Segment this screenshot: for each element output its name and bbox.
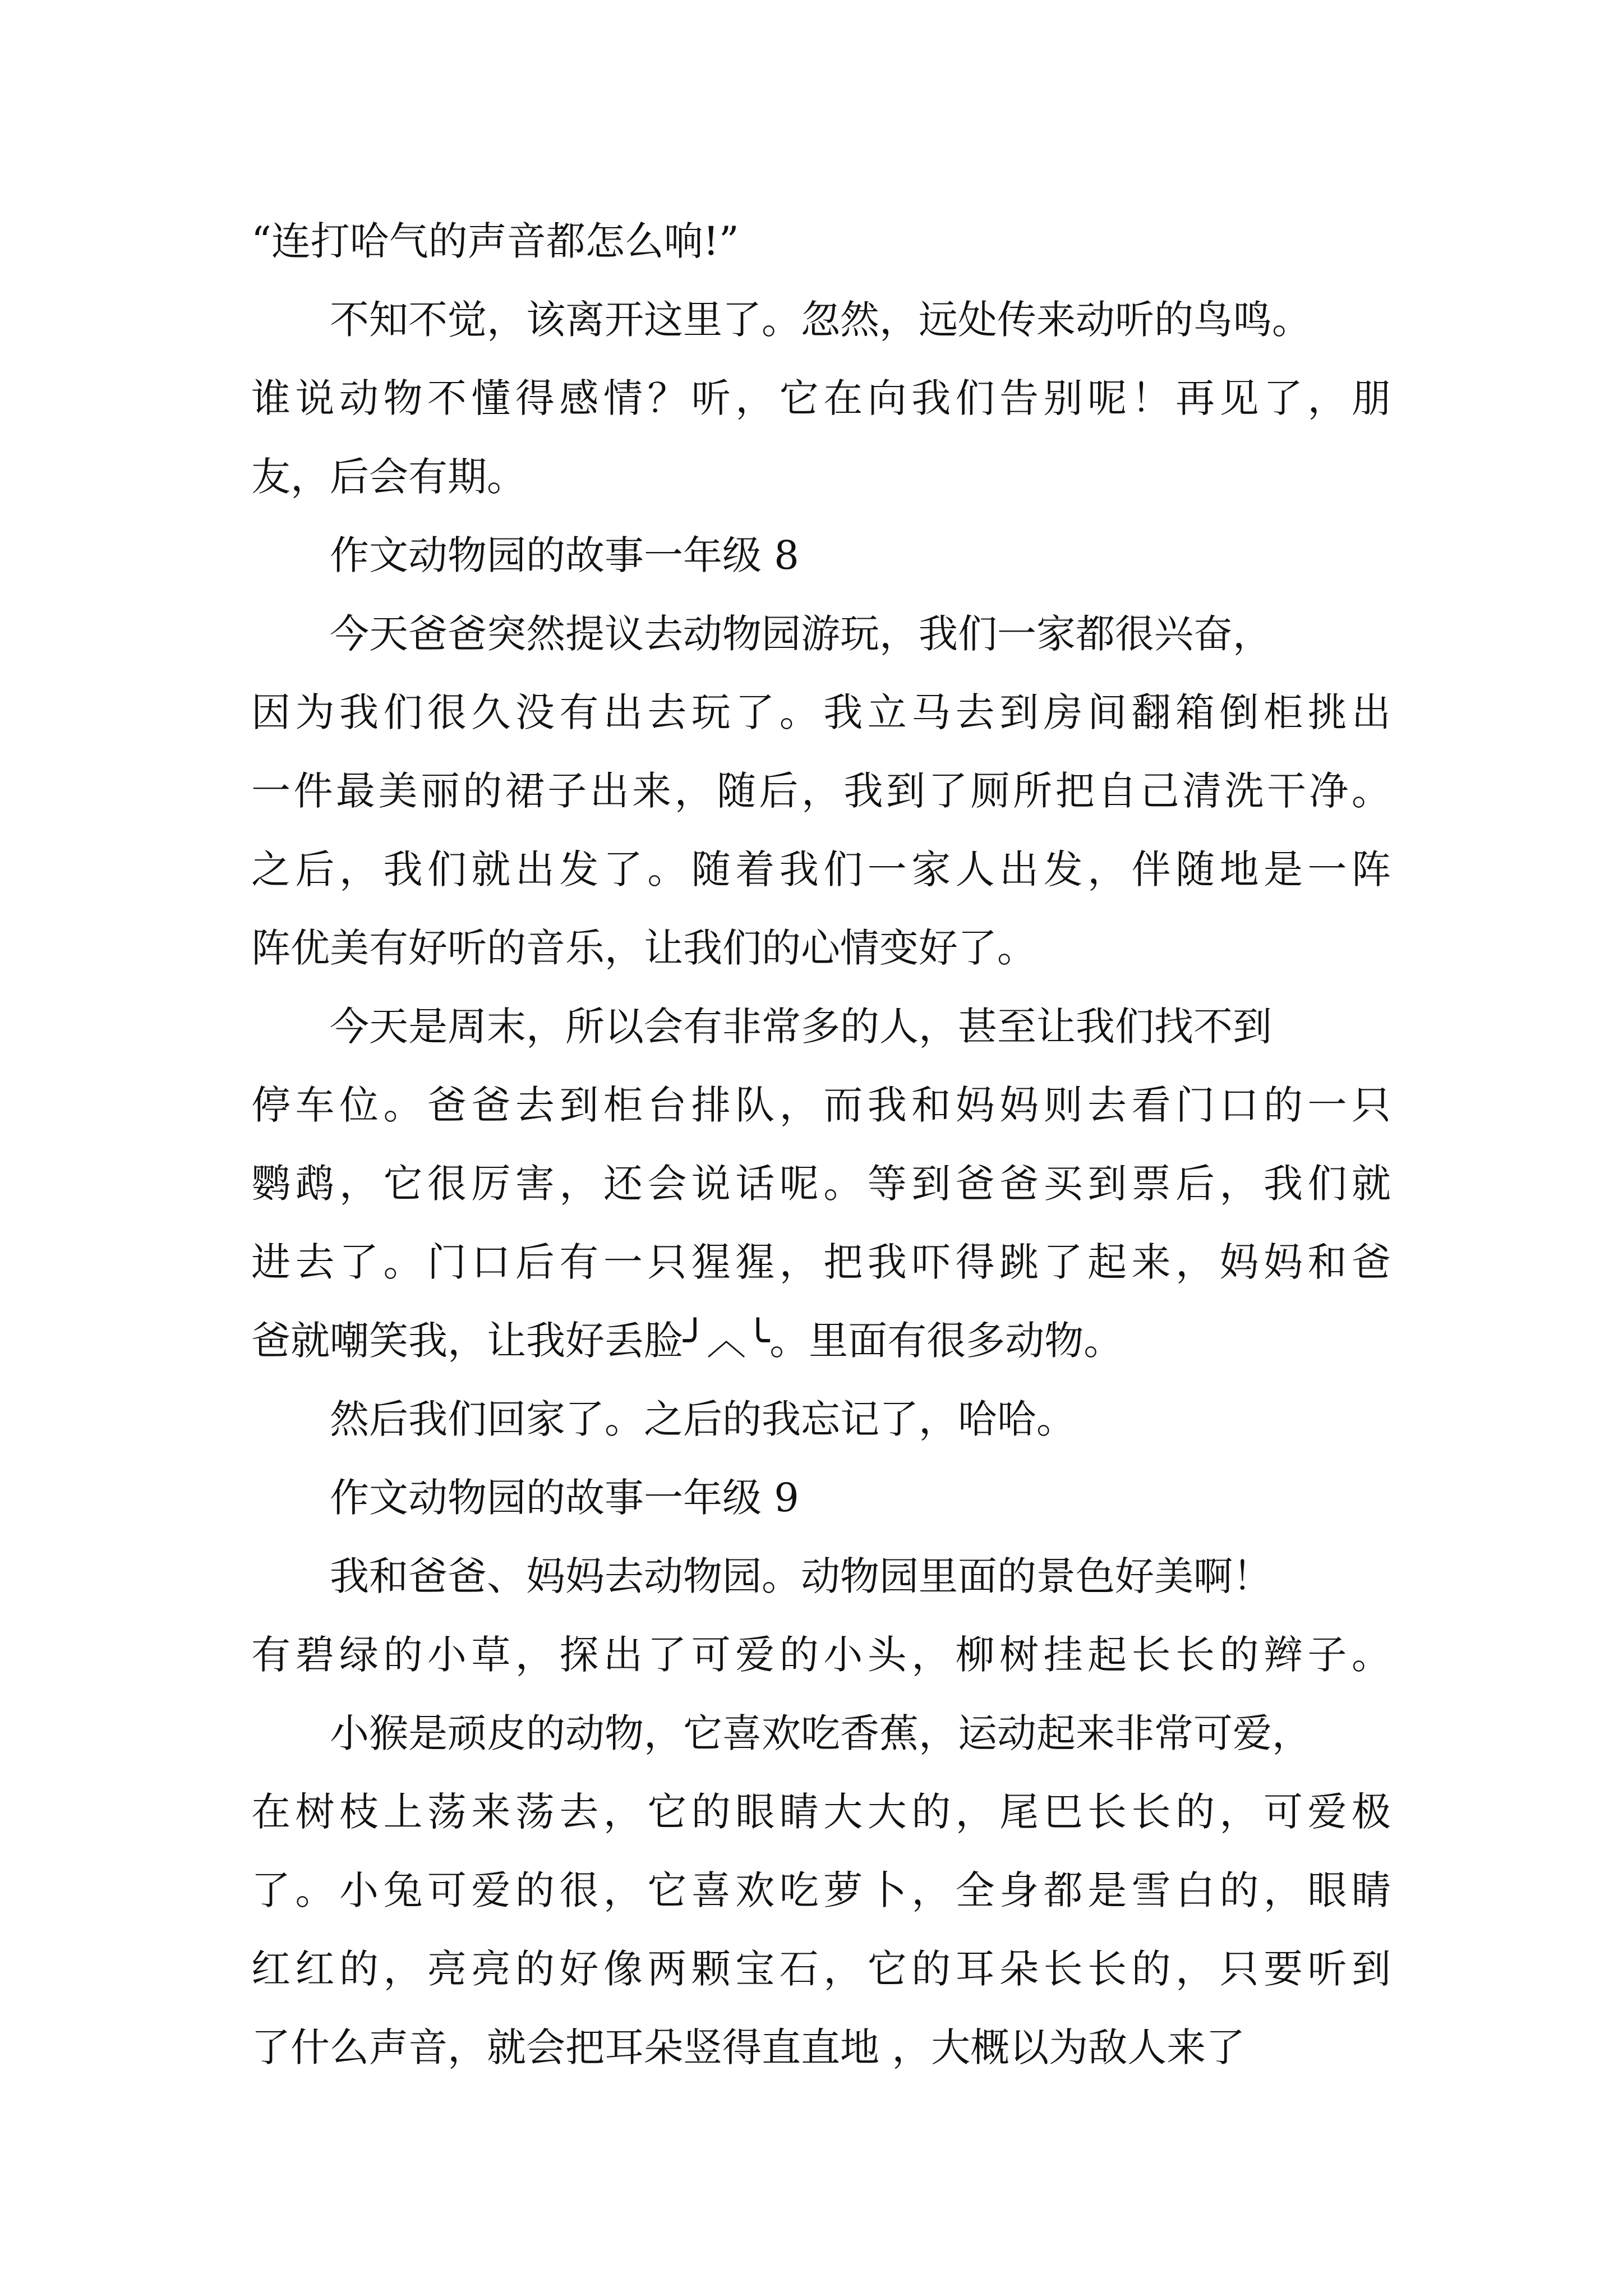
paragraph-first-line: 今天爸爸突然提议去动物园游玩，我们一家都很兴奋， <box>330 611 1272 657</box>
paragraph-line: 阵优美有好听的音乐，让我们的心情变好了。 <box>251 925 1036 971</box>
paragraph-line: 之后，我们就出发了。随着我们一家人出发，伴随地是一阵 <box>251 846 1391 892</box>
paragraph-line: 鹦鹉，它很厉害，还会说话呢。等到爸爸买到票后，我们就 <box>251 1161 1391 1207</box>
essay-text-column <box>251 202 1391 2087</box>
paragraph-line: 一件最美丽的裙子出来，随后，我到了厕所把自己清洗干净。 <box>251 768 1391 814</box>
paragraph-line: 在树枝上荡来荡去，它的眼睛大大的，尾巴长长的，可爱极 <box>251 1789 1391 1835</box>
paragraph-line: 友，后会有期。 <box>251 454 526 500</box>
paragraph-line: 进去了。门口后有一只猩猩，把我吓得跳了起来，妈妈和爸 <box>251 1239 1391 1285</box>
paragraph-line: 停车位。爸爸去到柜台排队，而我和妈妈则去看门口的一只 <box>251 1082 1391 1128</box>
section-heading: 作文动物园的故事一年级 8 <box>330 532 799 578</box>
paragraph-first-line: 不知不觉，该离开这里了。忽然，远处传来动听的鸟鸣。 <box>330 297 1311 343</box>
paragraph-line: “连打哈气的声音都怎么响!” <box>251 218 739 264</box>
section-heading: 作文动物园的故事一年级 9 <box>330 1475 799 1521</box>
paragraph-first-line: 今天是周末，所以会有非常多的人，甚至让我们找不到 <box>330 1004 1272 1050</box>
paragraph-first-line: 然后我们回家了。之后的我忘记了，哈哈。 <box>330 1396 1076 1442</box>
paragraph-first-line: 我和爸爸、妈妈去动物园。动物园里面的景色好美啊！ <box>330 1553 1272 1599</box>
paragraph-line: 爸就嘲笑我，让我好丢脸╯︿╰。里面有很多动物。 <box>251 1318 1123 1364</box>
paragraph-line: 了。小兔可爱的很，它喜欢吃萝卜，全身都是雪白的，眼睛 <box>251 1867 1391 1913</box>
paragraph-line: 有碧绿的小草，探出了可爱的小头，柳树挂起长长的辫子。 <box>251 1632 1391 1678</box>
paragraph-first-line: 小猴是顽皮的动物，它喜欢吃香蕉，运动起来非常可爱， <box>330 1710 1311 1756</box>
paragraph-line: 了什么声音，就会把耳朵竖得直直地 ，大概以为敌人来了 <box>251 2024 1246 2070</box>
paragraph-line: 因为我们很久没有出去玩了。我立马去到房间翻箱倒柜挑出 <box>251 689 1391 735</box>
paragraph-line: 红红的，亮亮的好像两颗宝石，它的耳朵长长的，只要听到 <box>251 1946 1391 1992</box>
paragraph-line: 谁说动物不懂得感情？听，它在向我们告别呢！再见了，朋 <box>251 375 1391 421</box>
